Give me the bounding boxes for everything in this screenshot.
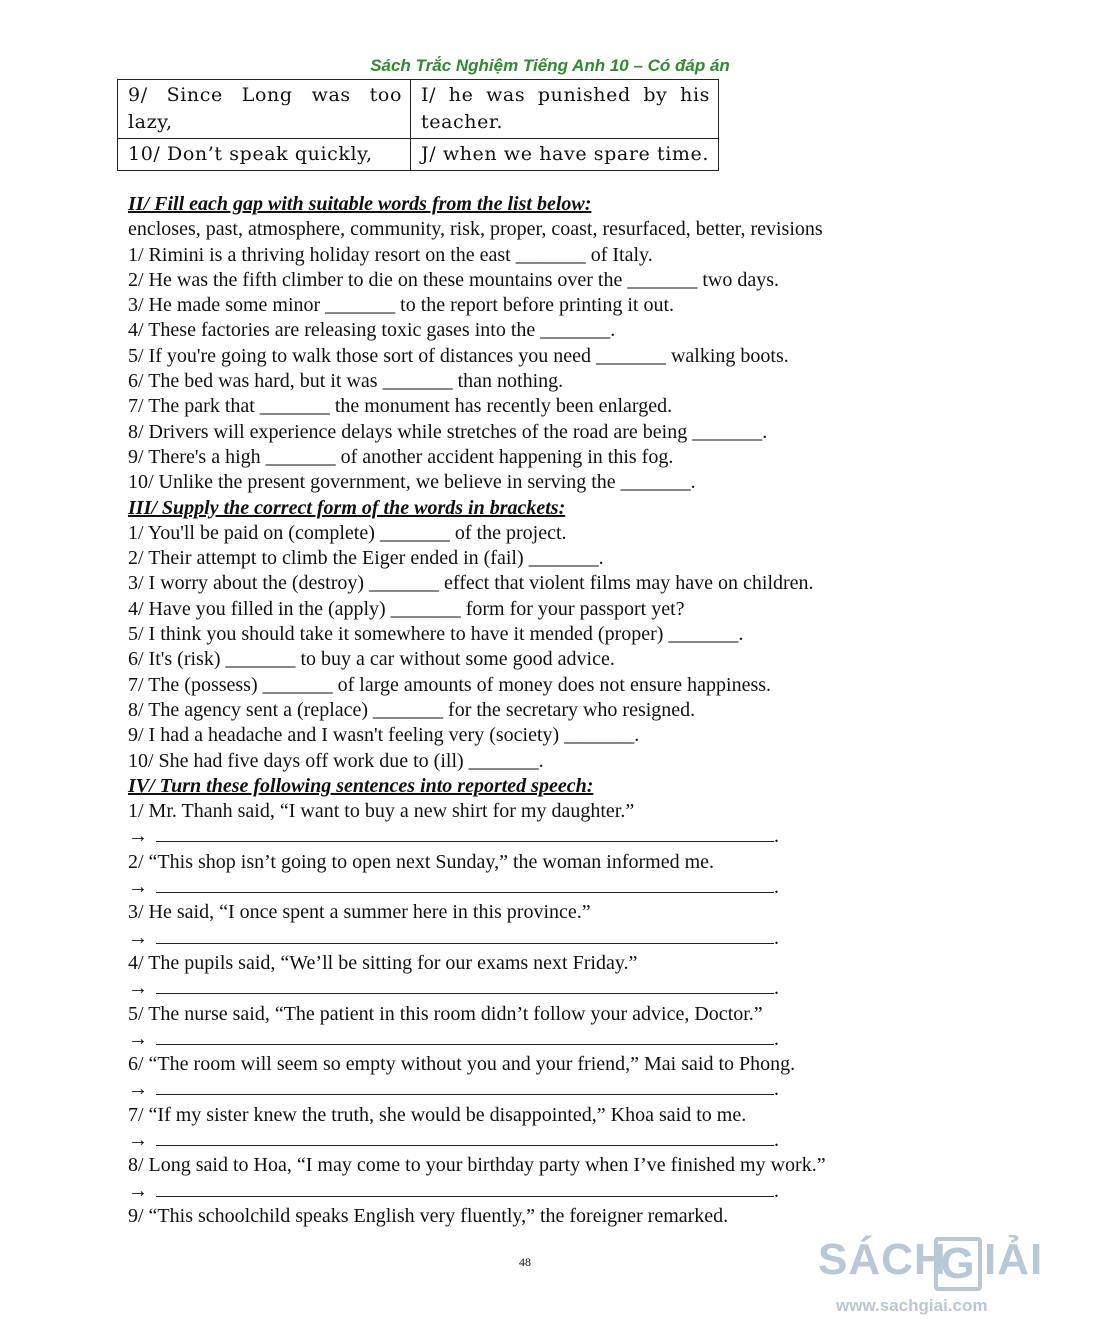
watermark-url: www.sachgiai.com: [836, 1296, 988, 1315]
answer-line: [128, 824, 928, 849]
exercise-item: 9/ I had a headache and I wasn't feeling very (society) _______.: [128, 724, 640, 747]
exercise-item: 6/ “The room will seem so empty without you and your friend,” Mai said to Phong.: [128, 1053, 796, 1076]
answer-blank[interactable]: [156, 875, 774, 893]
exercise-item: 6/ The bed was hard, but it was _______ than nothing.: [128, 370, 564, 393]
exercise-item: 8/ Drivers will experience delays while stretches of the road are being _______.: [128, 420, 768, 443]
table-cell-right: J/ when we have spare time.: [411, 139, 719, 171]
exercise-item: 7/ “If my sister knew the truth, she would be disappointed,” Khoa said to me.: [128, 1103, 747, 1126]
answer-period: .: [774, 977, 779, 1000]
answer-period: .: [774, 825, 779, 848]
exercise-item: 4/ These factories are releasing toxic gases into the _______.: [128, 319, 616, 342]
exercise-item: 7/ The park that _______ the monument has recently been enlarged.: [128, 395, 673, 418]
answer-period: .: [774, 876, 779, 899]
section-3-heading: III/ Supply the correct form of the words in brackets:: [128, 496, 566, 519]
answer-blank[interactable]: [156, 926, 774, 944]
exercise-item: 3/ I worry about the (destroy) _______ effect that violent films may have on children.: [128, 572, 814, 595]
table-cell-right: I/ he was punished by his teacher.: [411, 80, 719, 139]
section-2-heading: II/ Fill each gap with suitable words from the list below:: [128, 193, 592, 215]
exercise-item: 5/ The nurse said, “The patient in this room didn’t follow your advice, Doctor.”: [128, 1002, 763, 1025]
answer-period: .: [774, 1078, 779, 1101]
section-4-heading: IV/ Turn these following sentences into reported speech:: [128, 774, 594, 797]
exercise-item: 4/ Have you filled in the (apply) _______ form for your passport yet?: [128, 597, 685, 620]
word-list: encloses, past, atmosphere, community, risk, proper, coast, resurfaced, better, revisions: [128, 218, 823, 241]
answer-line: [128, 1027, 928, 1052]
watermark-logo-box: G: [934, 1237, 982, 1291]
exercise-item: 2/ He was the fifth climber to die on these mountains over the _______ two days.: [128, 268, 779, 291]
watermark-logo-left: SÁCH: [818, 1235, 947, 1284]
table-row: [118, 139, 719, 171]
answer-blank[interactable]: [156, 1179, 774, 1197]
exercise-item: 3/ He made some minor _______ to the report before printing it out.: [128, 294, 674, 317]
answer-period: .: [774, 1179, 779, 1202]
arrow-icon: →: [128, 1027, 148, 1050]
answer-blank[interactable]: [156, 824, 774, 842]
arrow-icon: →: [128, 825, 148, 848]
exercise-item: 1/ Rimini is a thriving holiday resort on the east _______ of Italy.: [128, 243, 653, 266]
exercise-item: 1/ You'll be paid on (complete) _______ of the project.: [128, 521, 567, 544]
answer-line: [128, 926, 928, 951]
answer-line: [128, 976, 928, 1001]
arrow-icon: →: [128, 1128, 148, 1151]
answer-period: .: [774, 926, 779, 949]
page-header: Sách Trắc Nghiệm Tiếng Anh 10 – Có đáp án: [370, 56, 730, 75]
exercise-item: 10/ She had five days off work due to (ill) _______.: [128, 749, 544, 772]
answer-period: .: [774, 1128, 779, 1151]
table-cell-left: 10/ Don’t speak quickly,: [118, 139, 411, 171]
answer-line: [128, 875, 928, 900]
exercise-item: 5/ If you're going to walk those sort of distances you need _______ walking boots.: [128, 344, 789, 367]
watermark-logo: [818, 1235, 1044, 1288]
exercise-content: [128, 192, 928, 1229]
answer-blank[interactable]: [156, 1077, 774, 1095]
answer-period: .: [774, 1027, 779, 1050]
answer-blank[interactable]: [156, 1027, 774, 1045]
exercise-item: 3/ He said, “I once spent a summer here in this province.”: [128, 901, 591, 924]
exercise-item: 2/ “This shop isn’t going to open next Sunday,” the woman informed me.: [128, 850, 715, 873]
exercise-item: 7/ The (possess) _______ of large amounts of money does not ensure happiness.: [128, 673, 772, 696]
arrow-icon: →: [128, 1179, 148, 1202]
matching-table: [117, 79, 719, 171]
table-cell-left: 9/ Since Long was too lazy,: [118, 80, 411, 139]
exercise-item: 2/ Their attempt to climb the Eiger ended in (fail) _______.: [128, 547, 604, 570]
exercise-item: 1/ Mr. Thanh said, “I want to buy a new shirt for my daughter.”: [128, 800, 635, 823]
answer-blank[interactable]: [156, 976, 774, 994]
exercise-item: 9/ “This schoolchild speaks English very fluently,” the foreigner remarked.: [128, 1204, 729, 1227]
page-number: 48: [519, 1255, 531, 1269]
table-row: [118, 80, 719, 139]
arrow-icon: →: [128, 876, 148, 899]
answer-line: [128, 1179, 928, 1204]
exercise-item: 8/ Long said to Hoa, “I may come to your birthday party when I’ve finished my work.”: [128, 1154, 826, 1177]
arrow-icon: →: [128, 1078, 148, 1101]
answer-blank[interactable]: [156, 1128, 774, 1146]
watermark-logo-right: IẢI: [984, 1235, 1044, 1284]
arrow-icon: →: [128, 977, 148, 1000]
exercise-item: 6/ It's (risk) _______ to buy a car without some good advice.: [128, 648, 615, 671]
answer-line: [128, 1128, 928, 1153]
exercise-item: 9/ There's a high _______ of another accident happening in this fog.: [128, 445, 674, 468]
arrow-icon: →: [128, 926, 148, 949]
answer-line: [128, 1077, 928, 1102]
exercise-item: 5/ I think you should take it somewhere to have it mended (proper) _______.: [128, 623, 744, 646]
exercise-item: 8/ The agency sent a (replace) _______ for the secretary who resigned.: [128, 698, 696, 721]
exercise-item: 10/ Unlike the present government, we believe in serving the _______.: [128, 471, 696, 494]
exercise-item: 4/ The pupils said, “We’ll be sitting for our exams next Friday.”: [128, 951, 638, 974]
